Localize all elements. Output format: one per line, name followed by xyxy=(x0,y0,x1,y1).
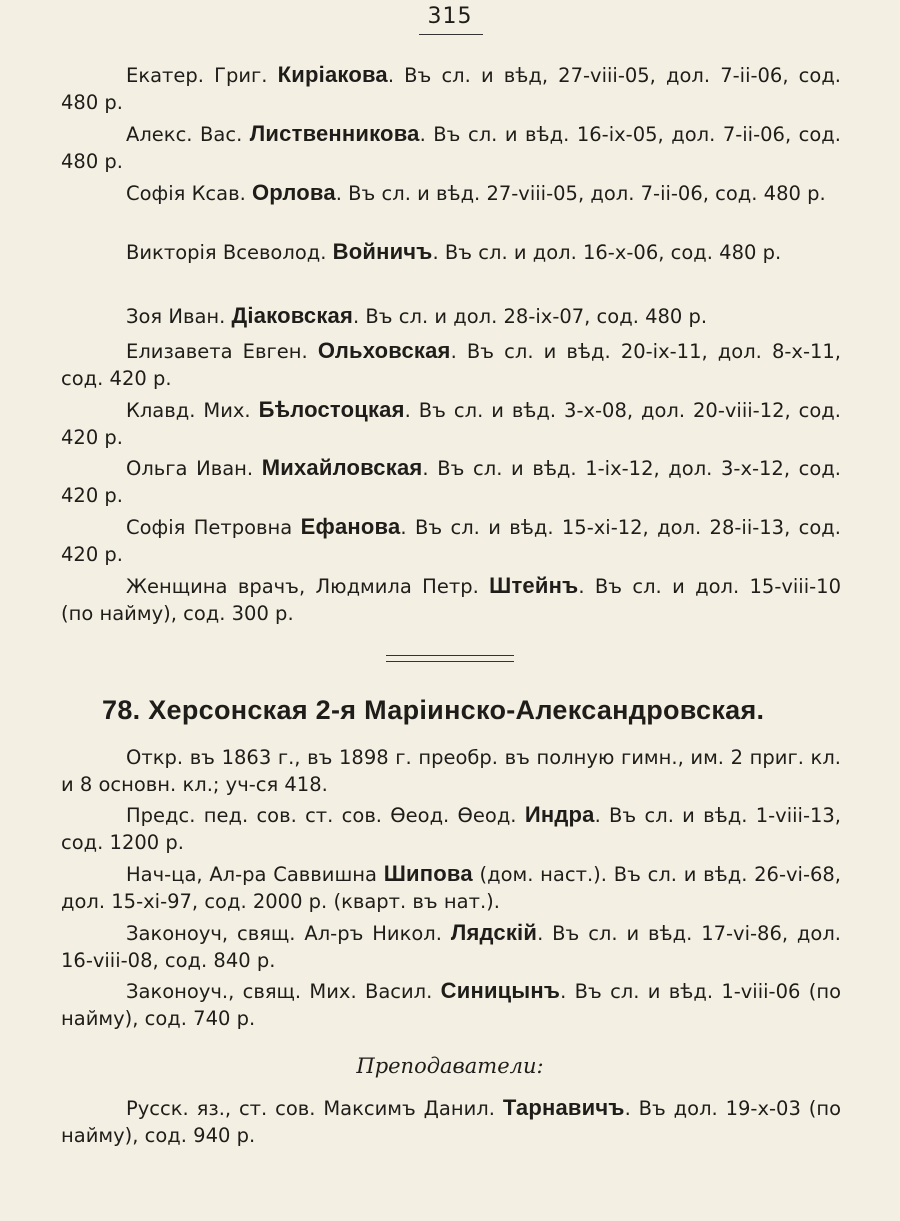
section-heading: 78. Херсонская 2-я Маріинско-Александровская. xyxy=(102,695,765,725)
entry-surname: Ольховская xyxy=(317,338,451,363)
entry-surname: Индра xyxy=(524,802,595,827)
entry-name: Софія Петровна xyxy=(126,516,293,539)
entry-details: . Въ дол. 19-х-03 (по найму), сод. 940 р. xyxy=(61,1097,842,1147)
entry-surname: Михайловская xyxy=(261,455,423,480)
entry-details: (дом. наст.). Въ сл. и вѣд. 26-vі-68, дол. 15-хі-97, сод. 2000 р. (кварт. въ нат.). xyxy=(61,863,841,913)
staff-entry xyxy=(61,977,841,1032)
section-divider xyxy=(386,655,514,662)
entry-name: Предс. пед. сов. ст. сов. Ѳеод. Ѳеод. xyxy=(126,804,517,827)
staff-entry xyxy=(61,860,841,915)
entry-surname: Бѣлостоцкая xyxy=(258,397,405,422)
teacher-entry xyxy=(61,1094,841,1149)
entry-details: . Въ сл. и вѣд. 17-vі-86, дол. 16-vііі-08, сод. 840 р. xyxy=(61,922,842,972)
entry-name: Софія Ксав. xyxy=(126,182,246,205)
entry-surname: Шипова xyxy=(383,861,473,886)
entry-name: Викторія Всеволод. xyxy=(126,241,327,264)
entry-name: Законоуч., свящ. Мих. Васил. xyxy=(126,980,433,1003)
staff-entry xyxy=(61,179,841,207)
page-number-underline xyxy=(419,34,483,35)
entry-name: Ольга Иван. xyxy=(126,457,254,480)
entry-name: Нач-ца, Ал-ра Саввишна xyxy=(126,863,377,886)
entry-surname: Орлова xyxy=(251,180,336,205)
entry-details: . Въ сл. и дол. 28-іх-07, сод. 480 р. xyxy=(353,305,708,328)
entry-details: . Въ сл. и вѣд. 20-іх-11, дол. 8-х-11, сод. 420 р. xyxy=(61,340,842,390)
entry-name: Екатер. Григ. xyxy=(126,64,268,87)
entry-details: . Въ сл. и вѣд. 27-vііі-05, дол. 7-іі-06, сод. 480 р. xyxy=(335,182,826,205)
entry-surname: Ефанова xyxy=(300,514,401,539)
entry-name: Зоя Иван. xyxy=(126,305,226,328)
page-number: 315 xyxy=(427,4,473,29)
entry-name: Елизавета Евген. xyxy=(126,340,308,363)
staff-entry xyxy=(61,120,841,175)
staff-entry xyxy=(61,61,841,116)
section-intro: Откр. въ 1863 г., въ 1898 г. преобр. въ полную гимн., им. 2 приг. кл. и 8 основн. кл.; уч-ся 418. xyxy=(61,746,841,796)
entry-details: . Въ сл. и вѣд. 15-хі-12, дол. 28-іі-13, сод. 420 р. xyxy=(61,516,841,566)
entry-name: Алекс. Вас. xyxy=(126,123,243,146)
teachers-heading: Преподаватели: xyxy=(356,1054,544,1078)
entry-surname: Штейнъ xyxy=(489,573,579,598)
entry-details: . Въ сл. и дол. 15-vііі-10 (по найму), сод. 300 р. xyxy=(61,575,841,625)
entry-surname: Тарнавичъ xyxy=(502,1095,625,1120)
entry-details: . Въ сл. и вѣд. 1-vііі-06 (по найму), сод. 740 р. xyxy=(61,980,842,1030)
entry-details: . Въ сл. и вѣд. 3-х-08, дол. 20-vііі-12, сод. 420 р. xyxy=(61,399,841,449)
staff-entry xyxy=(61,337,841,392)
staff-entry xyxy=(61,572,841,627)
staff-entry xyxy=(61,396,841,451)
staff-entry xyxy=(61,238,841,266)
staff-entry xyxy=(61,454,841,509)
entry-surname: Синицынъ xyxy=(440,978,561,1003)
staff-entry xyxy=(61,919,841,974)
entry-name: Русск. яз., ст. сов. Максимъ Данил. xyxy=(126,1097,495,1120)
entry-surname: Лиственникова xyxy=(249,121,420,146)
entry-details: . Въ сл. и дол. 16-х-06, сод. 480 р. xyxy=(432,241,782,264)
entry-surname: Киріакова xyxy=(277,62,388,87)
entry-name: Женщина врачъ, Людмила Петр. xyxy=(126,575,479,598)
staff-entry xyxy=(61,302,841,330)
staff-entry xyxy=(61,513,841,568)
entry-surname: Лядскій xyxy=(450,920,538,945)
entry-name: Клавд. Мих. xyxy=(126,399,251,422)
entry-name: Законоуч, свящ. Ал-ръ Никол. xyxy=(126,922,442,945)
staff-entry xyxy=(61,801,841,856)
entry-details: . Въ сл. и вѣд. 1-vііі-13, сод. 1200 р. xyxy=(61,804,841,854)
entry-surname: Діаковская xyxy=(231,303,354,328)
entry-details: . Въ сл. и вѣд, 27-vііі-05, дол. 7-іі-06, сод. 480 р. xyxy=(61,64,842,114)
entry-details: . Въ сл. и вѣд. 1-іх-12, дол. 3-х-12, сод. 420 р. xyxy=(61,457,841,507)
entry-surname: Войничъ xyxy=(332,239,433,264)
entry-details: . Въ сл. и вѣд. 16-іх-05, дол. 7-іі-06, сод. 480 р. xyxy=(61,123,841,173)
